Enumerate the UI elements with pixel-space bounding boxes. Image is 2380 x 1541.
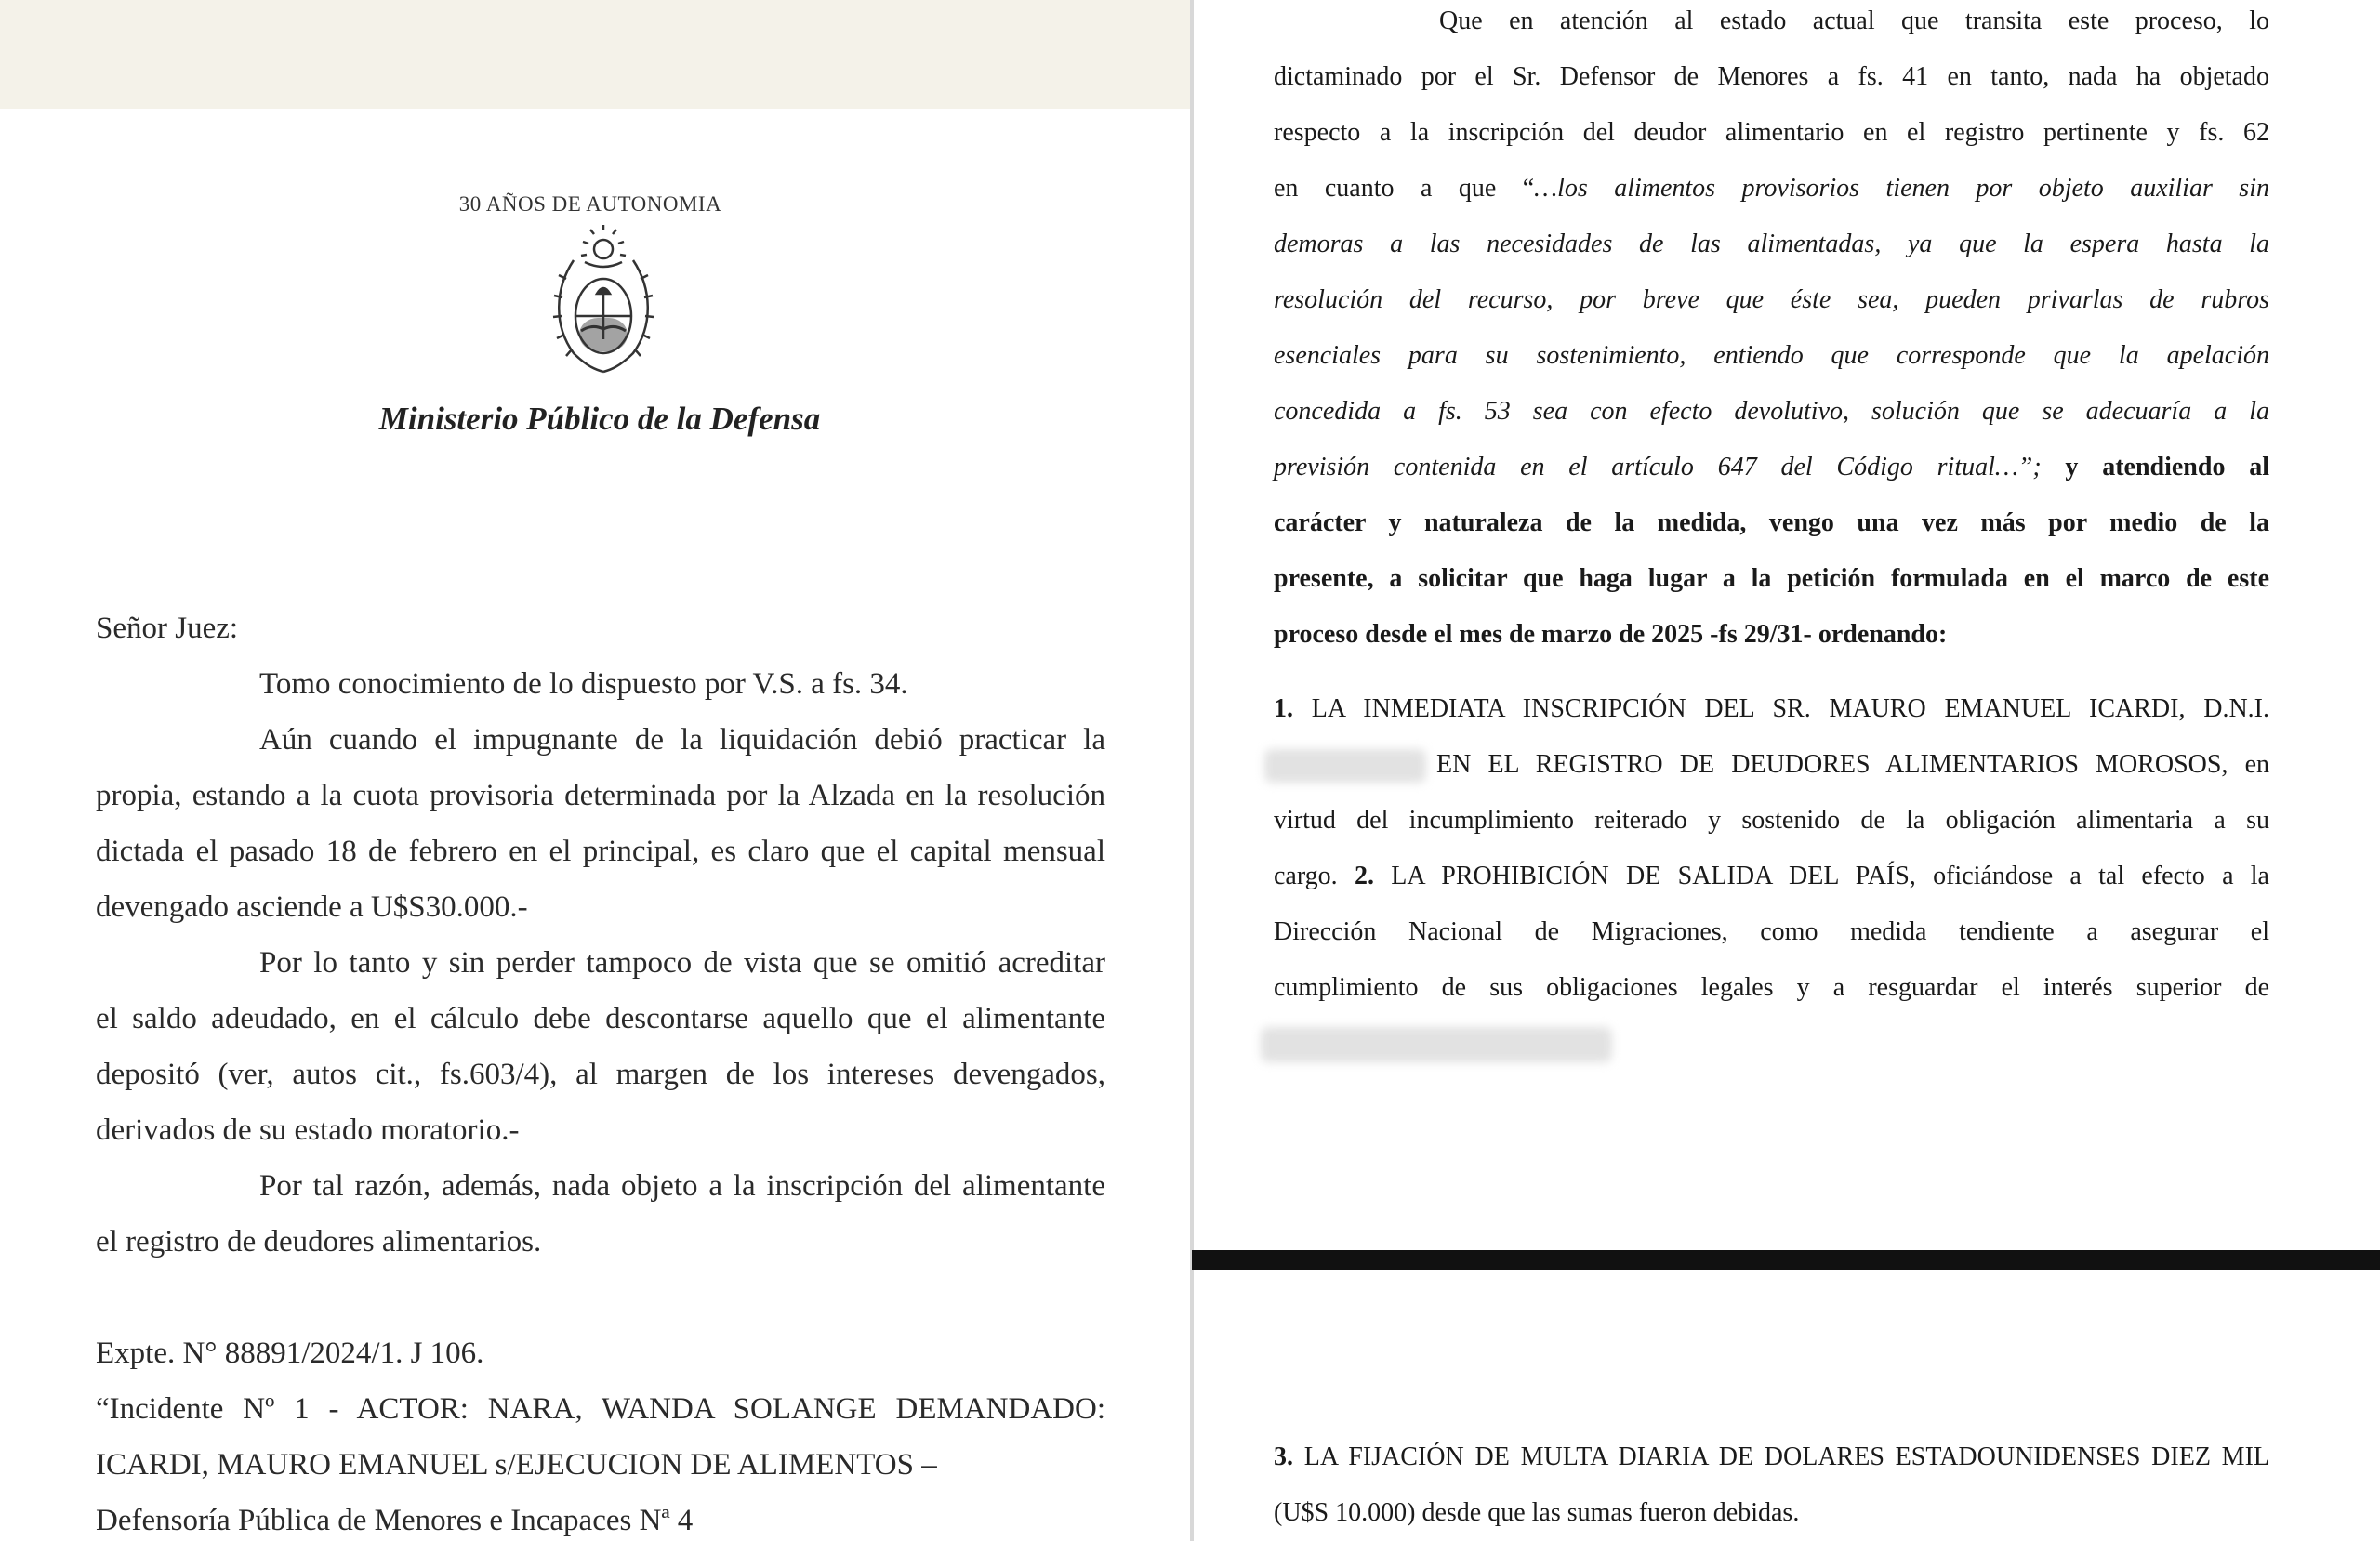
para-line-11: presente, a solicitar que haga lugar a la petición formulada en el marco de este	[1274, 564, 2269, 593]
body-line-7: el saldo adeudado, en el cálculo debe descontarse aquello que el alimentante	[96, 1002, 1105, 1035]
panel-divider	[1190, 0, 1194, 1541]
body-line-11: el registro de deudores alimentarios.	[96, 1225, 542, 1258]
item-2-prefix: cargo.	[1274, 862, 1355, 890]
item-2-line-3: cumplimiento de sus obligaciones legales y a resguardar el interés superior de	[1274, 973, 2269, 1002]
body-line-1: Tomo conocimiento de lo dispuesto por V.S. a fs. 34.	[259, 667, 908, 701]
item-2-line-2: Dirección Nacional de Migraciones, como medida tendiente a asegurar el	[1274, 917, 2269, 946]
para-line-9	[1274, 449, 2269, 486]
item-1-line-3: virtud del incumplimiento reiterado y sostenido de la obligación alimentaria a su	[1274, 806, 2269, 835]
ministry-title: Ministerio Público de la Defensa	[378, 401, 821, 437]
body-line-4: dictada el pasado 18 de febrero en el principal, es claro que el capital mensual	[96, 835, 1105, 868]
case-title-line-3: Defensoría Pública de Menores e Incapaces Nª 4	[96, 1504, 694, 1537]
anniversary-header: 30 AÑOS DE AUTONOMIA	[458, 192, 722, 216]
item-1-line-2: EN EL REGISTRO DE DEUDORES ALIMENTARIOS MOROSOS, en	[1436, 750, 2269, 779]
body-line-10: Por tal razón, además, nada objeto a la inscripción del alimentante	[259, 1169, 1105, 1203]
para-line-2: dictaminado por el Sr. Defensor de Menores a fs. 41 en tanto, nada ha objetado	[1274, 62, 2269, 91]
para-line-3: respecto a la inscripción del deudor alimentario en el registro pertinente y fs. 62	[1274, 118, 2269, 147]
para-line-8: concedida a fs. 53 sea con efecto devolutivo, solución que se adecuaría a la	[1274, 397, 2269, 426]
item-2-number: 2.	[1354, 862, 1374, 890]
item-2-text: LA PROHIBICIÓN DE SALIDA DEL PAÍS, oficiándose a tal efecto a la	[1373, 862, 2269, 890]
body-line-3: propia, estando a la cuota provisoria determinada por la Alzada en la resolución	[96, 779, 1105, 812]
coat-of-arms-icon	[546, 223, 661, 377]
quote-start: …los alimentos provisorios tienen por objeto auxiliar sin	[1534, 174, 2269, 203]
case-title-line-1: “Incidente Nº 1 - ACTOR: NARA, WANDA SOLANGE DEMANDADO:	[96, 1392, 1105, 1426]
page-separator-bar	[1192, 1250, 2380, 1270]
para-line-4-text: en cuanto a que “	[1274, 174, 1535, 203]
bold-request-start: y atendiendo al	[2041, 453, 2269, 481]
body-line-5: devengado asciende a U$S30.000.-	[96, 890, 528, 924]
quote-end: previsión contenida en el artículo 647 del Código ritual…”;	[1274, 453, 2042, 481]
item-3-number: 3.	[1274, 1442, 1293, 1471]
item-1-text: LA INMEDIATA INSCRIPCIÓN DEL SR. MAURO EMANUEL ICARDI, D.N.I.	[1293, 694, 2269, 723]
item-1-number: 1.	[1274, 694, 1293, 723]
scan-top-band	[0, 0, 1190, 109]
redacted-dni	[1264, 749, 1426, 783]
redacted-name	[1261, 1027, 1612, 1062]
item-3-line-1	[1274, 1439, 2269, 1476]
case-number: Expte. N° 88891/2024/1. J 106.	[96, 1337, 484, 1370]
para-line-5: demoras a las necesidades de las alimentadas, ya que la espera hasta la	[1274, 230, 2269, 258]
item-2-line-1	[1274, 858, 2269, 895]
item-3-text: LA FIJACIÓN DE MULTA DIARIA DE DOLARES ESTADOUNIDENSES DIEZ MIL	[1293, 1442, 2269, 1471]
para-line-1: Que en atención al estado actual que transita este proceso, lo	[1439, 7, 2269, 35]
body-line-8: depositó (ver, autos cit., fs.603/4), al margen de los intereses devengados,	[96, 1058, 1105, 1091]
para-line-4	[1274, 170, 2269, 207]
salutation: Señor Juez:	[96, 612, 239, 645]
body-line-6: Por lo tanto y sin perder tampoco de vista que se omitió acreditar	[259, 946, 1105, 980]
item-1-line-1	[1274, 691, 2269, 728]
item-3-line-2: (U$S 10.000) desde que las sumas fueron debidas.	[1274, 1498, 1800, 1527]
para-line-6: resolución del recurso, por breve que éste sea, pueden privarlas de rubros	[1274, 285, 2269, 314]
body-line-2: Aún cuando el impugnante de la liquidación debió practicar la	[259, 723, 1105, 757]
para-line-7: esenciales para su sostenimiento, entiendo que corresponde que la apelación	[1274, 341, 2269, 370]
para-line-12: proceso desde el mes de marzo de 2025 -fs 29/31- ordenando:	[1274, 620, 1948, 649]
body-line-9: derivados de su estado moratorio.-	[96, 1113, 520, 1147]
case-title-line-2: ICARDI, MAURO EMANUEL s/EJECUCION DE ALIMENTOS –	[96, 1448, 937, 1482]
para-line-10: carácter y naturaleza de la medida, vengo una vez más por medio de la	[1274, 508, 2269, 537]
